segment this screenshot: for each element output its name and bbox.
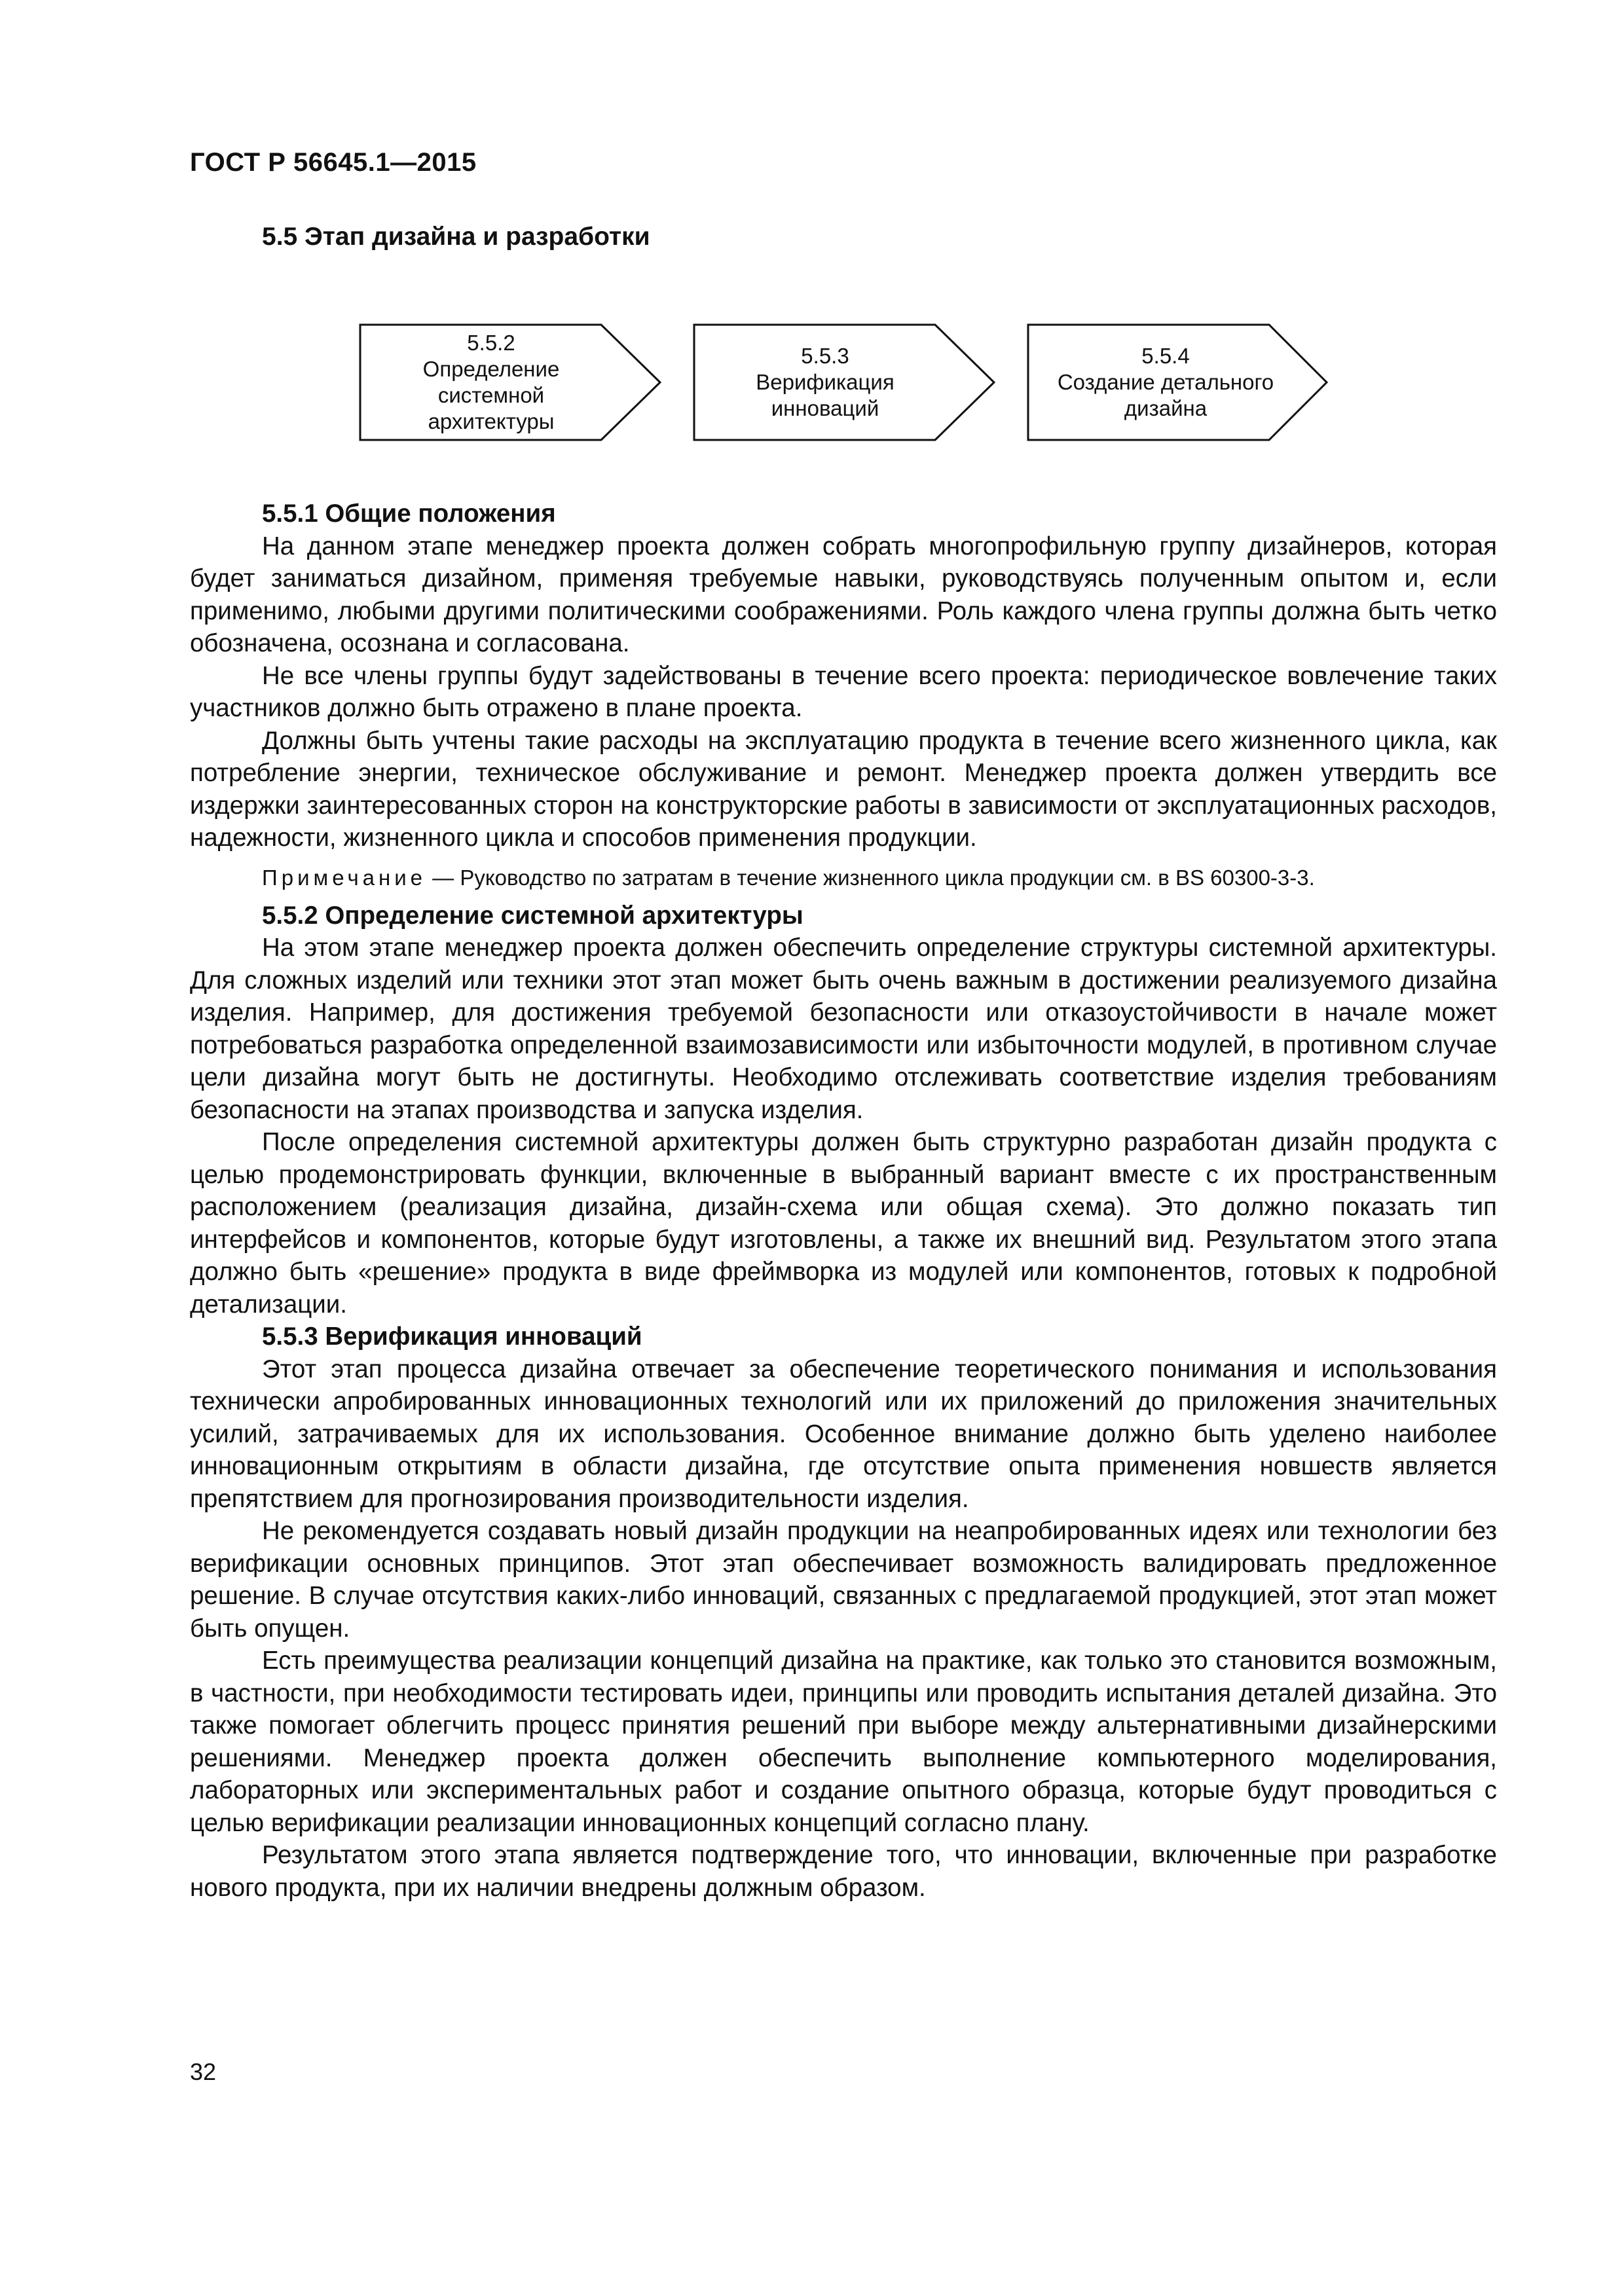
stage-label-line: инноваций [771,396,879,420]
stage-label-line: системной [437,383,545,407]
paragraph: Результатом этого этапа является подтверждение того, что инновации, включенные при разработке нового продукта, при их наличии внедрены должным образом. [190,1841,1497,1902]
note-label: Примечание [262,865,427,890]
subsection-heading-5-5-1: 5.5.1 Общие положения [262,500,556,528]
stage-number: 5.5.2 [467,331,515,355]
stage-label-line: Верификация [756,370,895,394]
paragraph: На этом этапе менеджер проекта должен обеспечить определение структуры системной архитектуры. Для сложных изделий или техники этот этап может быть очень важным в достижении реализуемого дизайна изделия. Например, для достижения требуемой безопасности или отказоустойчивости в начале может потребоваться разработка определенной взаимозависимости или избыточности модулей, в противном случае цели дизайна могут быть не достигнуты. Необходимо отслеживать соответствие изделия требованиям безопасности на этапах производства и запуска изделия. [190,934,1497,1124]
paragraph: Этот этап процесса дизайна отвечает за обеспечение теоретического понимания и использования технически апробированных инновационных технологий или их приложений до приложения значительных усилий, затрачиваемых для их использования. Особенное внимание должно быть уделено наиболее инновационным открытиям в области дизайна, где отсутствие опыта применения новшеств является препятствием для прогнозирования производительности изделия. [190,1355,1497,1513]
paragraph: На данном этапе менеджер проекта должен собрать многопрофильную группу дизайнеров, которая будет заниматься дизайном, применяя требуемые навыки, руководствуясь полученным опытом и, если применимо, любыми другими политическими соображениями. Роль каждого члена группы должна быть четко обозначена, осознана и согласована. [190,532,1497,657]
paragraph: Не рекомендуется создавать новый дизайн продукции на неапробированных идеях или технологии без верификации основных принципов. Этот этап обеспечивает возможность валидировать предложенное решение. В случае отсутствия каких-либо инноваций, связанных с предлагаемой продукцией, этот этап может быть опущен. [190,1517,1497,1643]
stage-label-line: дизайна [1124,396,1208,420]
paragraph: Есть преимущества реализации концепций дизайна на практике, как только это становится возможным, в частности, при необходимости тестировать идеи, принципы или проводить испытания деталей дизайна. Это также помогает облегчить процесс принятия решений при выборе между альтернативными дизайнерскими решениями. Менеджер проекта должен обеспечить выполнение компьютерного моделирования, лабораторных или экспериментальных работ и создание опытного образца, которые будут проводиться с целью верификации реализации инновационных концепций согласно плану. [190,1647,1497,1837]
flow-stage-system-architecture [360,323,622,441]
page-number: 32 [190,2058,217,2085]
stage-label-line: архитектуры [428,409,555,433]
paragraph: Не все члены группы будут задействованы в течение всего проекта: периодическое вовлечение таких участников должно быть отражено в плане проекта. [190,661,1497,722]
document-body [190,498,1497,1904]
stage-number: 5.5.3 [801,344,849,368]
subsection-heading-5-5-3: 5.5.3 Верификация инноваций [262,1322,642,1351]
section-title: 5.5 Этап дизайна и разработки [262,223,650,251]
note [190,862,1497,893]
subsection-heading-5-5-2: 5.5.2 Определение системной архитектуры [262,901,803,930]
stage-number: 5.5.4 [1141,344,1190,368]
flow-stage-innovation-verification [694,323,956,441]
process-flow-diagram [359,323,1328,441]
paragraph: Должны быть учтены такие расходы на эксплуатацию продукта в течение всего жизненного цикла, как потребление энергии, техническое обслуживание и ремонт. Менеджер проекта должен утвердить все издержки заинтересованных сторон на конструкторские работы в зависимости от эксплуатационных расходов, надежности, жизненного цикла и способов применения продукции. [190,726,1497,852]
stage-label-line: Создание детального [1057,370,1274,394]
stage-label-line: Определение [422,357,560,381]
paragraph: После определения системной архитектуры должен быть структурно разработан дизайн продукта с целью продемонстрировать функции, включенные в выбранный вариант вместе с их пространственным расположением (реализация дизайна, дизайн-схема или общая схема). Это должно показать тип интерфейсов и компонентов, которые будут изготовлены, а также их внешний вид. Результатом этого этапа должно быть «решение» продукта в виде фреймворка из модулей или компонентов, готовых к подробной детализации. [190,1128,1497,1319]
flow-stage-detailed-design [1028,323,1303,441]
note-text: — Руководство по затратам в течение жизненного цикла продукции см. в BS 60300-3-3. [426,865,1315,890]
document-code: ГОСТ Р 56645.1—2015 [190,148,477,177]
